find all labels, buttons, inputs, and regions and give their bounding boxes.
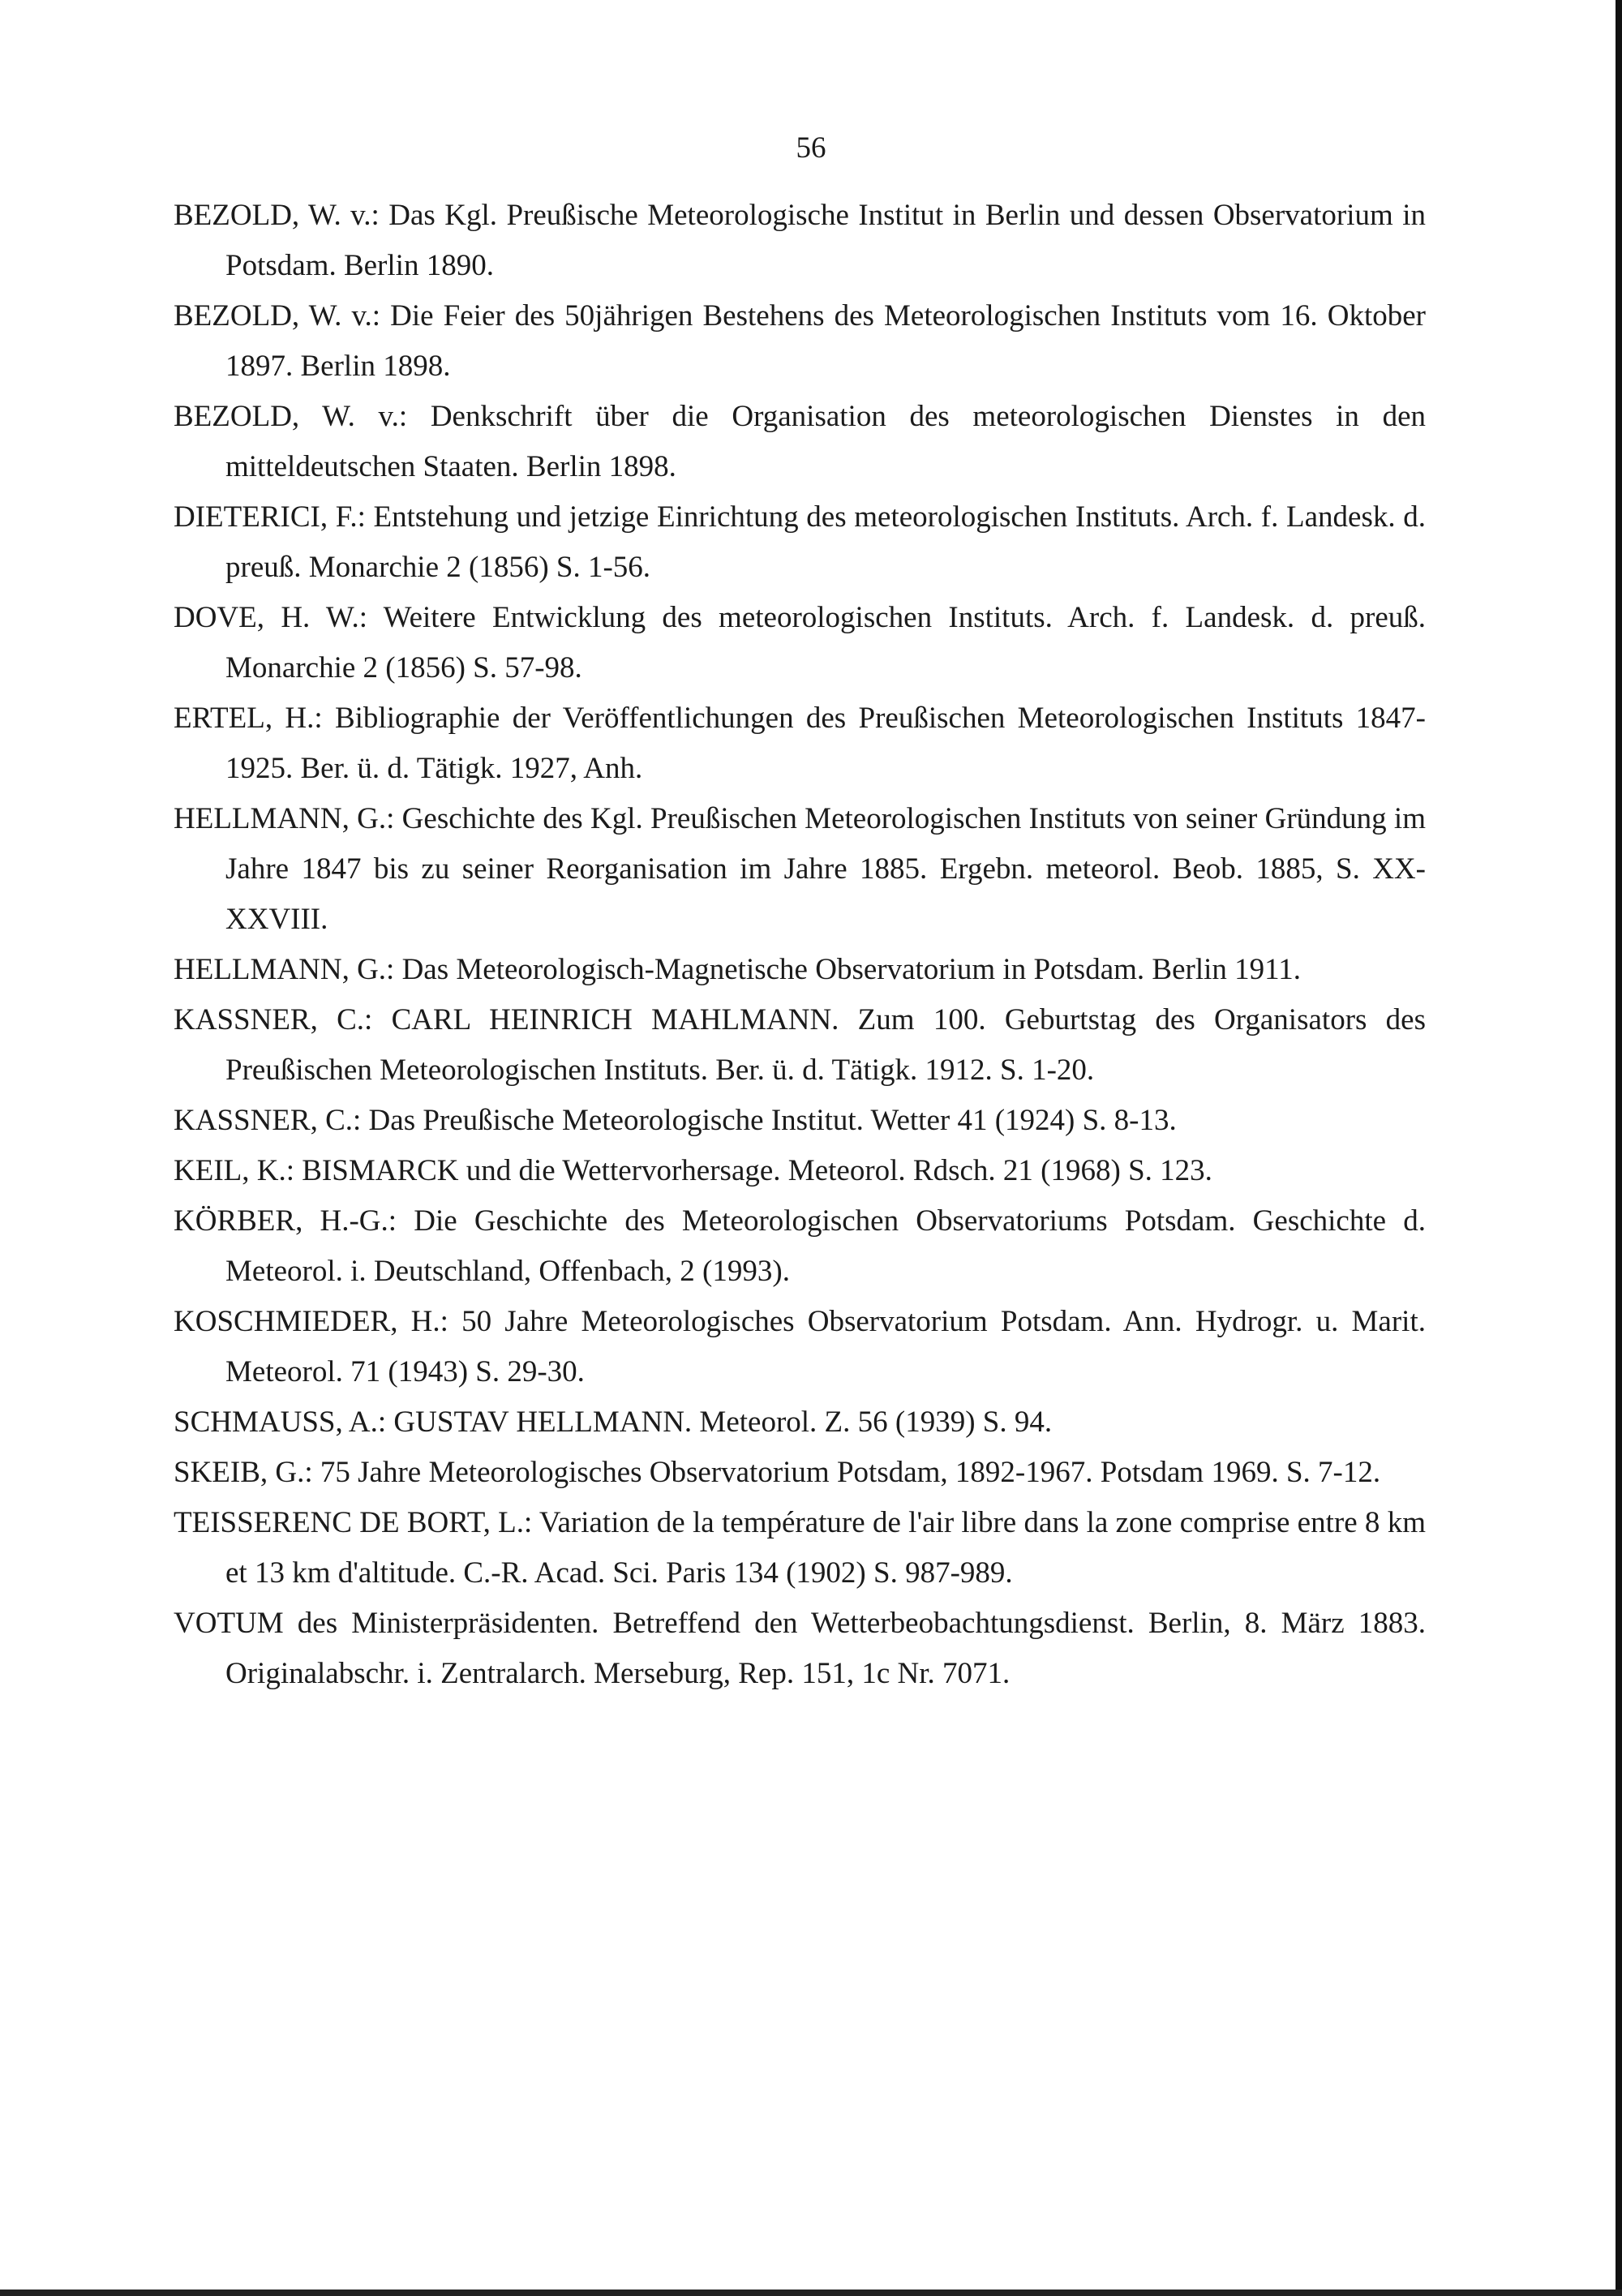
bibliography-list <box>174 191 1426 1699</box>
bibliography-entry: HELLMANN, G.: Geschichte des Kgl. Preußischen Meteorologischen Instituts von seiner Gründung im Jahre 1847 bis zu seiner Reorganisation im Jahre 1885. Ergebn. meteorol. Beob. 1885, S. XX-XXVIII. <box>174 802 1426 936</box>
scan-border-right <box>1616 0 1622 2296</box>
bibliography-entry: KEIL, K.: BISMARCK und die Wettervorhersage. Meteorol. Rdsch. 21 (1968) S. 123. <box>174 1154 1212 1187</box>
scan-border-bottom <box>0 2290 1622 2296</box>
bibliography-entry: HELLMANN, G.: Das Meteorologisch-Magnetische Observatorium in Potsdam. Berlin 1911. <box>174 953 1302 986</box>
bibliography-entry: SKEIB, G.: 75 Jahre Meteorologisches Observatorium Potsdam, 1892-1967. Potsdam 1969. S. 7-12. <box>174 1456 1381 1489</box>
bibliography-entry: KOSCHMIEDER, H.: 50 Jahre Meteorologisches Observatorium Potsdam. Ann. Hydrogr. u. Marit. Meteorol. 71 (1943) S. 29-30. <box>174 1305 1426 1388</box>
bibliography-entry: ERTEL, H.: Bibliographie der Veröffentlichungen des Preußischen Meteorologischen Instituts 1847-1925. Ber. ü. d. Tätigk. 1927, Anh. <box>174 702 1426 785</box>
bibliography-entry: TEISSERENC DE BORT, L.: Variation de la température de l'air libre dans la zone comprise entre 8 km et 13 km d'altitude. C.-R. Acad. Sci. Paris 134 (1902) S. 987-989. <box>174 1506 1426 1590</box>
bibliography-entry: DIETERICI, F.: Entstehung und jetzige Einrichtung des meteorologischen Instituts. Arch. f. Landesk. d. preuß. Monarchie 2 (1856) S. 1-56. <box>174 500 1426 584</box>
bibliography-entry: VOTUM des Ministerpräsidenten. Betreffend den Wetterbeobachtungsdienst. Berlin, 8. März 1883. Originalabschr. i. Zentralarch. Merseburg, Rep. 151, 1c Nr. 7071. <box>174 1607 1426 1690</box>
bibliography-entry: KASSNER, C.: Das Preußische Meteorologische Institut. Wetter 41 (1924) S. 8-13. <box>174 1104 1177 1137</box>
bibliography-entry: BEZOLD, W. v.: Denkschrift über die Organisation des meteorologischen Dienstes in den mitteldeutschen Staaten. Berlin 1898. <box>174 400 1426 483</box>
bibliography-entry: DOVE, H. W.: Weitere Entwicklung des meteorologischen Instituts. Arch. f. Landesk. d. preuß. Monarchie 2 (1856) S. 57-98. <box>174 601 1426 685</box>
page-number: 56 <box>796 131 826 165</box>
bibliography-entry: KÖRBER, H.-G.: Die Geschichte des Meteorologischen Observatoriums Potsdam. Geschichte d. Meteorol. i. Deutschland, Offenbach, 2 (1993). <box>174 1204 1426 1288</box>
bibliography-entry: KASSNER, C.: CARL HEINRICH MAHLMANN. Zum 100. Geburtstag des Organisators des Preußischen Meteorologischen Instituts. Ber. ü. d. Tätigk. 1912. S. 1-20. <box>174 1003 1426 1087</box>
bibliography-entry: SCHMAUSS, A.: GUSTAV HELLMANN. Meteorol. Z. 56 (1939) S. 94. <box>174 1405 1053 1439</box>
bibliography-entry: BEZOLD, W. v.: Das Kgl. Preußische Meteorologische Institut in Berlin und dessen Observatorium in Potsdam. Berlin 1890. <box>174 199 1426 282</box>
bibliography-entry: BEZOLD, W. v.: Die Feier des 50jährigen Bestehens des Meteorologischen Instituts vom 16. Oktober 1897. Berlin 1898. <box>174 299 1426 383</box>
